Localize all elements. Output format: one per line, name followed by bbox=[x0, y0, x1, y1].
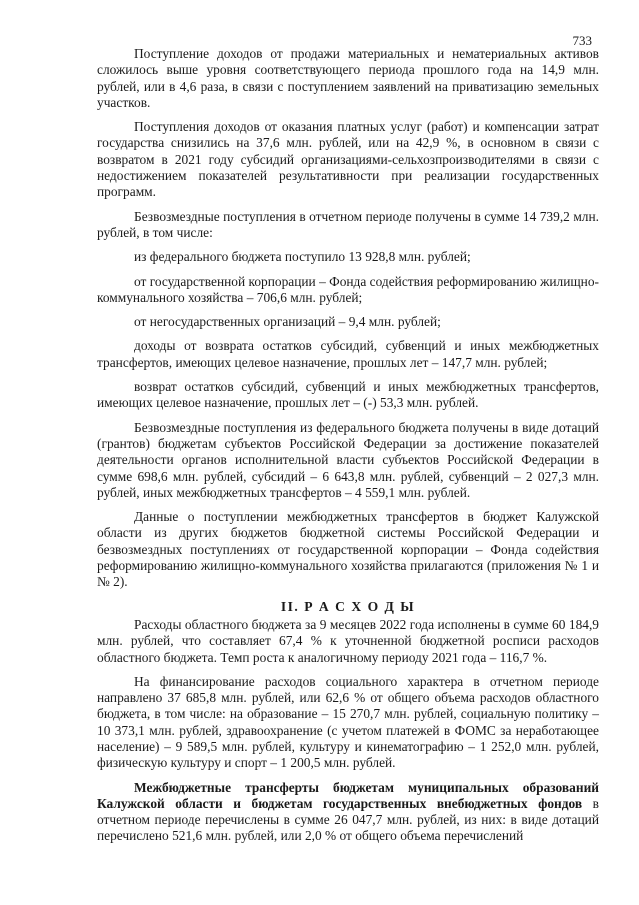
paragraph-interbudget-transfers bbox=[97, 780, 599, 845]
paragraph-appendix-reference: Данные о поступлении межбюджетных трансфертов в бюджет Калужской области из других бюджетов бюджетной системы Российской Федерации и безвозмездных поступлениях от государственной корпорации – Фонда содействия реформированию жилищно-коммунального хозяйства прилагаются (приложения № 1 и № 2). bbox=[97, 509, 599, 590]
paragraph-returned-remainders-income: доходы от возврата остатков субсидий, субвенций и иных межбюджетных трансфертов, имеющих целевое назначение, прошлых лет – 147,7 млн. рублей; bbox=[97, 338, 599, 370]
paragraph-returned-remainders: возврат остатков субсидий, субвенций и иных межбюджетных трансфертов, имеющих целевое назначение, прошлых лет – (-) 53,3 млн. рублей. bbox=[97, 379, 599, 411]
interbudget-transfers-bold-lead: Межбюджетные трансферты бюджетам муниципальных образований Калужской области и бюджетам государственных внебюджетных фондов bbox=[97, 779, 599, 811]
paragraph-social-expenses: На финансирование расходов социального характера в отчетном периоде направлено 37 685,8 млн. рублей, или 62,6 % от общего объема расходов областного бюджета, в том числе: на образование – 15 270,7 млн. рублей, социальную политику – 10 373,1 млн. рублей, здравоохранение (с учетом платежей в ФОМС за неработающее население) – 9 589,5 млн. рублей, культуру и кинематографию – 1 252,0 млн. рублей, физическую культуру и спорт – 1 200,5 млн. рублей. bbox=[97, 673, 599, 771]
section-heading-expenses: II. Р А С Х О Д Ы bbox=[280, 598, 416, 614]
paragraph-state-corporation: от государственной корпорации – Фонда содействия реформированию жилищно-коммунального хозяйства – 706,6 млн. рублей; bbox=[97, 273, 599, 305]
paragraph-non-state-orgs: от негосударственных организаций – 9,4 млн. рублей; bbox=[134, 314, 441, 330]
paragraph-asset-sales: Поступление доходов от продажи материальных и нематериальных активов сложилось выше уровня соответствующего периода прошлого года на 14,9 млн. рублей, или в 4,6 раза, в связи с поступлением заявлений на приватизацию земельных участков. bbox=[97, 46, 599, 110]
page-number: 733 bbox=[572, 33, 592, 48]
interbudget-transfers-text: в отчетном периоде перечислены в сумме 26 047,7 млн. рублей, из них: в виде дотаций перечислено 521,6 млн. рублей, или 2,0 % от общего объема перечислений bbox=[97, 795, 599, 844]
paragraph-federal-transfers: Безвозмездные поступления из федерального бюджета получены в виде дотаций (грантов) бюджетам субъектов Российской Федерации за достижение показателей деятельности органов исполнительной власти субъектов Российской Федерации в сумме 698,6 млн. рублей, субсидий – 6 643,8 млн. рублей, субвенций – 2 027,3 млн. рублей, иных межбюджетных трансфертов – 4 559,1 млн. рублей. bbox=[97, 419, 599, 500]
paragraph-expenses-total: Расходы областного бюджета за 9 месяцев 2022 года исполнены в сумме 60 184,9 млн. рублей, что составляет 67,4 % к уточненной бюджетной росписи расходов областного бюджета. Темп роста к аналогичному периоду 2021 года – 116,7 %. bbox=[97, 616, 599, 665]
body-text bbox=[97, 46, 599, 849]
paragraph-paid-services: Поступления доходов от оказания платных услуг (работ) и компенсации затрат государства снизились на 37,6 млн. рублей, или на 42,9 %, в основном в связи с возвратом в 2021 году субсидий организациями-сельхозпроизводителями в связи с недостижением показателей результативности при реализации государственных программ. bbox=[97, 119, 599, 200]
paragraph-federal-budget: из федерального бюджета поступило 13 928,8 млн. рублей; bbox=[134, 249, 471, 265]
paragraph-gratuitous-receipts: Безвозмездные поступления в отчетном периоде получены в сумме 14 739,2 млн. рублей, в том числе: bbox=[97, 208, 599, 240]
